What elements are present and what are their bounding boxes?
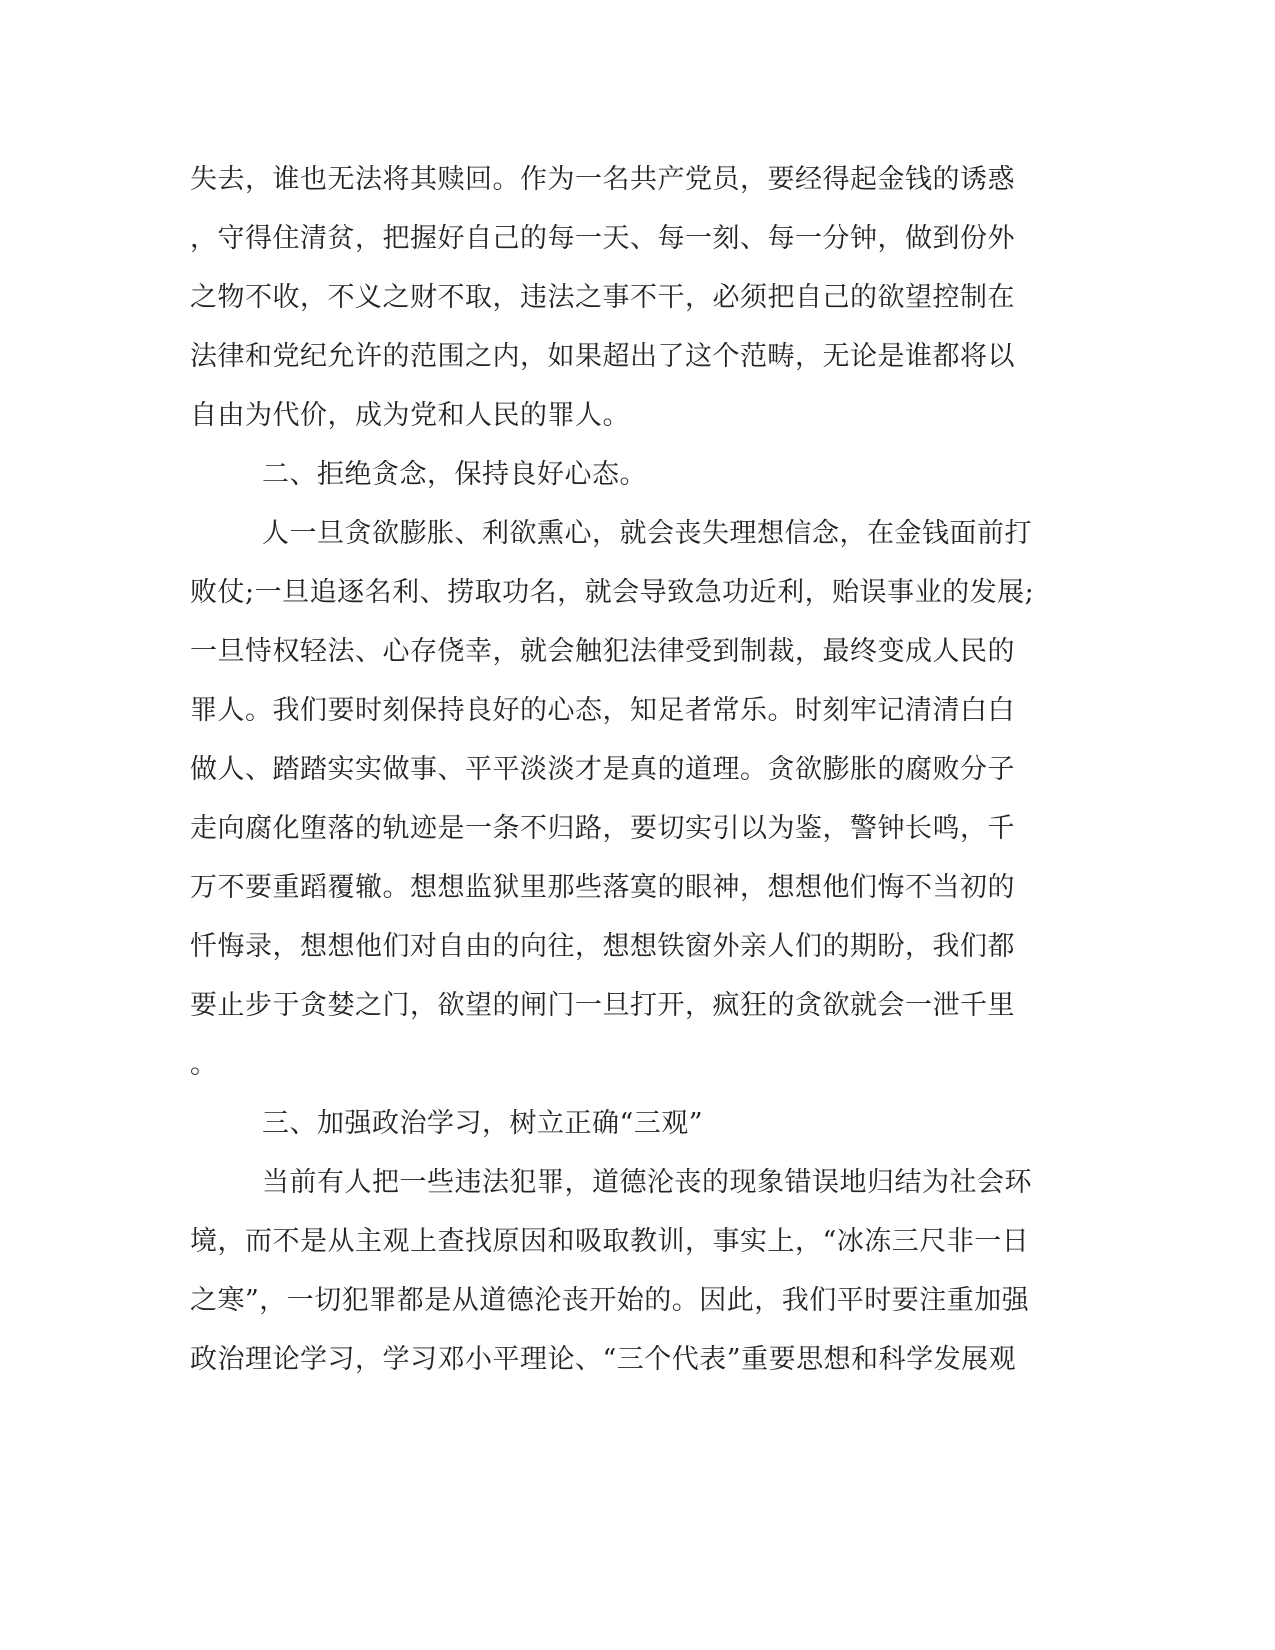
text-line: 一旦恃权轻法、心存侥幸，就会触犯法律受到制裁，最终变成人民的 bbox=[190, 636, 1015, 667]
text-line: 罪人。我们要时刻保持良好的心态，知足者常乐。时刻牢记清清白白 bbox=[190, 695, 1015, 726]
text-line: 境，而不是从主观上查找原因和吸取教训，事实上，“冰冻三尺非一日 bbox=[190, 1226, 1030, 1257]
text-line: 失去，谁也无法将其赎回。作为一名共产党员，要经得起金钱的诱惑 bbox=[190, 164, 1015, 195]
text-line: 政治理论学习，学习邓小平理论、“三个代表”重要思想和科学发展观 bbox=[190, 1344, 1017, 1375]
text-line: 忏悔录，想想他们对自由的向往，想想铁窗外亲人们的期盼，我们都 bbox=[190, 931, 1015, 962]
section-heading: 二、拒绝贪念，保持良好心态。 bbox=[262, 459, 647, 490]
text-line: ，守得住清贫，把握好自己的每一天、每一刻、每一分钟，做到份外 bbox=[190, 223, 1015, 254]
text-line: 之寒”，一切犯罪都是从道德沦丧开始的。因此，我们平时要注重加强 bbox=[190, 1285, 1030, 1316]
text-line: 自由为代价，成为党和人民的罪人。 bbox=[190, 400, 630, 431]
text-line: 要止步于贪婪之门，欲望的闸门一旦打开，疯狂的贪欲就会一泄千里 bbox=[190, 990, 1015, 1021]
text-line: 。 bbox=[190, 1049, 218, 1080]
section-heading: 三、加强政治学习，树立正确“三观” bbox=[262, 1108, 704, 1139]
paragraph-first-line: 当前有人把一些违法犯罪，道德沦丧的现象错误地归结为社会环 bbox=[262, 1167, 1032, 1198]
text-line: 之物不收，不义之财不取，违法之事不干，必须把自己的欲望控制在 bbox=[190, 282, 1015, 313]
text-line: 败仗;一旦追逐名利、捞取功名，就会导致急功近利，贻误事业的发展; bbox=[190, 577, 1035, 608]
text-line: 万不要重蹈覆辙。想想监狱里那些落寞的眼神，想想他们悔不当初的 bbox=[190, 872, 1015, 903]
text-line: 走向腐化堕落的轨迹是一条不归路，要切实引以为鉴，警钟长鸣，千 bbox=[190, 813, 1015, 844]
text-line: 法律和党纪允许的范围之内，如果超出了这个范畴，无论是谁都将以 bbox=[190, 341, 1015, 372]
text-line: 做人、踏踏实实做事、平平淡淡才是真的道理。贪欲膨胀的腐败分子 bbox=[190, 754, 1015, 785]
paragraph-first-line: 人一旦贪欲膨胀、利欲熏心，就会丧失理想信念，在金钱面前打 bbox=[262, 518, 1032, 549]
